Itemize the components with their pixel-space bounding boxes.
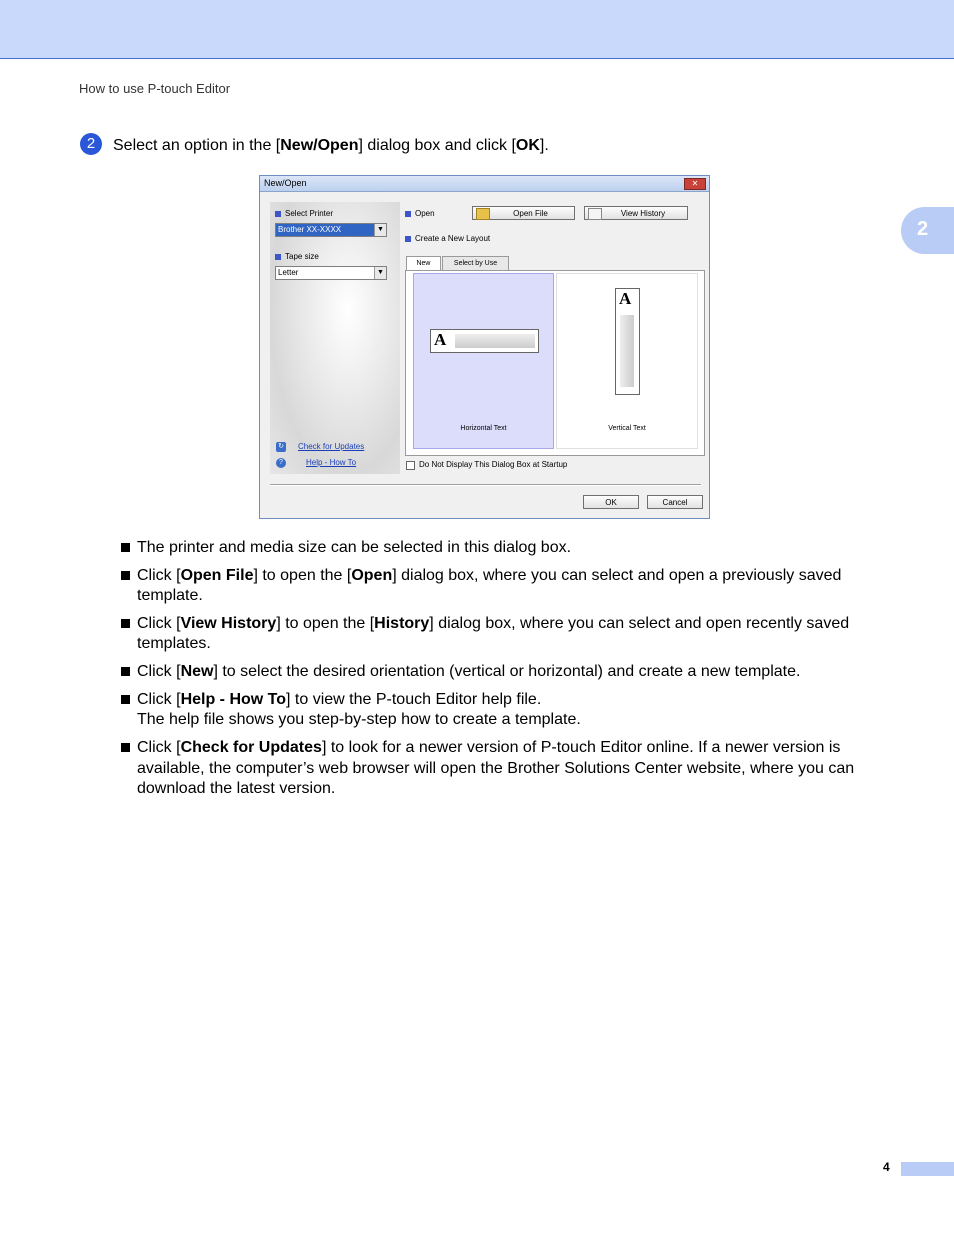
bullet-item — [120, 662, 890, 682]
tape-size-value: Letter — [278, 268, 299, 277]
tab-select-by-use[interactable]: Select by Use — [442, 256, 509, 270]
square-bullet-icon — [275, 211, 281, 217]
header-band — [0, 0, 954, 59]
bullet-text: ] to look for a newer version of P-touch Editor online. If a newer version is available, the computer’s web browser will open the Brother Solutions Center website, where you can download the latest version. — [137, 739, 855, 797]
step-instruction — [80, 135, 549, 157]
square-bullet-icon — [405, 211, 411, 217]
dont-display-label: Do Not Display This Dialog Box at Startup — [419, 460, 568, 469]
open-file-button[interactable] — [472, 206, 575, 220]
bold-term: Help - How To — [180, 691, 287, 709]
horizontal-text-option[interactable] — [413, 273, 554, 449]
horizontal-text-label: Horizontal Text — [460, 425, 507, 432]
bullet-text: ] dialog box, where you can select and open recently saved templates. — [137, 615, 850, 653]
horizontal-text-thumbnail — [430, 329, 539, 353]
help-icon: ? — [276, 458, 286, 468]
update-icon: ↻ — [276, 442, 286, 452]
chapter-number: 2 — [917, 218, 929, 240]
open-text: Open — [415, 209, 435, 218]
step-number-badge: 2 — [80, 133, 102, 155]
bullet-item — [120, 690, 890, 731]
page-number: 4 — [883, 1160, 890, 1174]
bullet-text: The printer and media size can be selected in this dialog box. — [137, 539, 572, 556]
bold-term: Open File — [180, 566, 254, 584]
bullet-item — [120, 614, 890, 655]
tape-size-text: Tape size — [285, 252, 319, 261]
vertical-text-option[interactable] — [556, 273, 698, 449]
dialog-title-bar — [260, 176, 709, 192]
bullet-item — [120, 738, 890, 799]
close-icon[interactable]: ✕ — [684, 178, 706, 190]
bullet-text: Click [ — [137, 615, 181, 633]
bold-term: History — [374, 615, 430, 633]
view-history-button[interactable] — [584, 206, 688, 220]
ok-button[interactable]: OK — [583, 495, 639, 509]
square-bullet-icon — [275, 254, 281, 260]
open-label — [405, 209, 435, 218]
tab-panel — [405, 270, 705, 456]
bullet-item — [120, 538, 890, 558]
new-open-dialog-screenshot — [259, 175, 710, 519]
open-file-label: Open File — [513, 209, 548, 218]
chevron-down-icon: ▼ — [374, 267, 386, 279]
create-layout-text: Create a New Layout — [415, 234, 491, 243]
tape-size-label — [275, 252, 319, 261]
bold-term: Open — [351, 566, 393, 584]
running-header: How to use P-touch Editor — [79, 81, 231, 96]
dialog-divider — [270, 484, 701, 486]
thumb-letter: A — [619, 289, 632, 308]
select-printer-label — [275, 209, 333, 218]
bullet-list — [120, 538, 890, 807]
square-bullet-icon — [405, 236, 411, 242]
dialog-title: New/Open — [264, 178, 307, 188]
bullet-text: Click [ — [137, 663, 181, 681]
vertical-text-label: Vertical Text — [608, 425, 646, 432]
step-text: ]. — [539, 137, 549, 155]
bold-term: Check for Updates — [180, 739, 322, 757]
footer-bar — [901, 1162, 954, 1176]
step-bold-ok: OK — [515, 137, 540, 155]
view-history-label: View History — [620, 209, 666, 218]
bullet-text: ] dialog box, where you can select and open a previously saved template. — [137, 566, 842, 605]
printer-select[interactable] — [275, 223, 387, 237]
chevron-down-icon: ▼ — [374, 224, 386, 236]
bullet-text: ] to view the P-touch Editor help file. — [286, 691, 542, 709]
bold-term: New — [180, 663, 214, 681]
step-text: Select an option in the [ — [113, 137, 281, 155]
bullet-text: ] to select the desired orientation (vertical or horizontal) and create a new template. — [213, 663, 801, 681]
bullet-text: ] to open the [ — [276, 615, 375, 633]
help-how-to-link[interactable]: Help - How To — [306, 458, 357, 467]
cancel-button[interactable]: Cancel — [647, 495, 703, 509]
folder-icon — [476, 208, 490, 220]
chapter-tab — [901, 207, 954, 254]
step-bold-dialog: New/Open — [280, 137, 359, 155]
history-icon — [588, 208, 602, 220]
thumb-letter: A — [434, 330, 447, 349]
bullet-text: ] to open the [ — [253, 566, 352, 584]
bullet-text: Click [ — [137, 691, 181, 709]
bullet-extra-text: The help file shows you step-by-step how to create a template. — [137, 711, 581, 729]
tab-new[interactable]: New — [406, 256, 441, 271]
bullet-text: Click [ — [137, 566, 181, 584]
dont-display-checkbox[interactable] — [406, 461, 415, 470]
printer-value: Brother XX-XXXX — [276, 224, 374, 236]
select-printer-text: Select Printer — [285, 209, 334, 218]
bold-term: View History — [180, 615, 277, 633]
thumb-bar — [455, 334, 535, 348]
tape-size-select[interactable] — [275, 266, 387, 280]
bullet-item — [120, 566, 890, 607]
check-for-updates-link[interactable]: Check for Updates — [298, 442, 365, 451]
step-text: ] dialog box and click [ — [358, 137, 516, 155]
bullet-text: Click [ — [137, 739, 181, 757]
create-layout-label — [405, 234, 490, 243]
left-pane — [270, 202, 400, 474]
vertical-text-thumbnail — [615, 288, 640, 395]
thumb-bar — [620, 315, 634, 387]
